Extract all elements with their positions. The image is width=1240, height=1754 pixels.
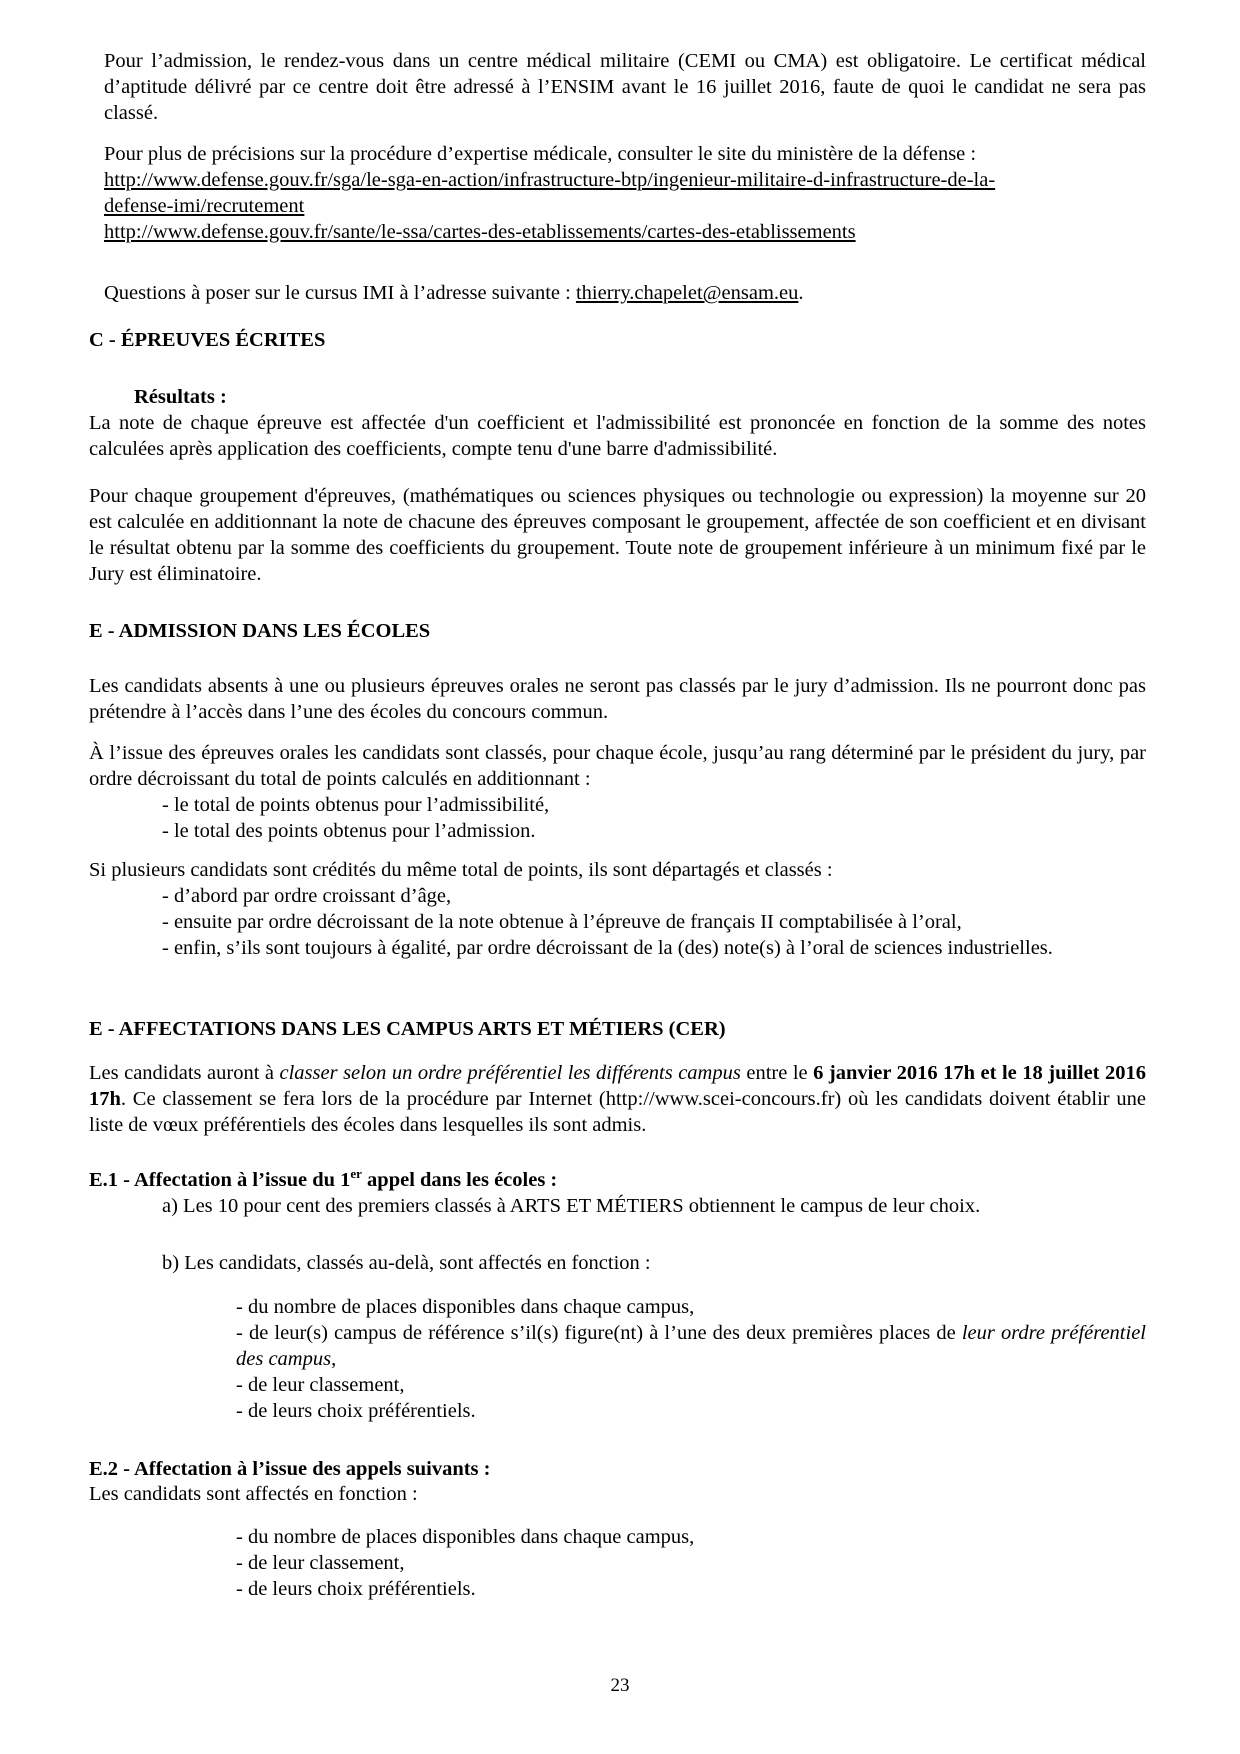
e1-item-a: a) Les 10 pour cent des premiers classés à ARTS ET MÉTIERS obtiennent le campus de leur choix. bbox=[162, 1195, 981, 1217]
e2-list bbox=[236, 1524, 1146, 1602]
affectations-text-c: . Ce classement se fera lors de la procédure par Internet (http://www.scei-concours.fr) où les candidats doivent établir une liste de vœux préférentiels des écoles dans lesquelles ils sont admis. bbox=[89, 1088, 1146, 1136]
list-item bbox=[236, 1320, 1146, 1372]
section-c-paragraph-2: Pour chaque groupement d'épreuves, (mathématiques ou sciences physiques ou technologie ou expression) la moyenne sur 20 est calculée en additionnant la note de chacune des épreuves composant le groupement, affectée de son coefficient et en divisant le résultat obtenu par la somme des coefficients du groupement. Toute note de groupement inférieure à un minimum fixé par le Jury est éliminatoire. bbox=[89, 485, 1146, 585]
affectations-paragraph bbox=[89, 1060, 1146, 1138]
intro-links-text: Pour plus de précisions sur la procédure d’expertise médicale, consulter le site du ministère de la défense : bbox=[104, 143, 977, 165]
e1-title-sup: er bbox=[350, 1166, 362, 1182]
e1-title-text-end: appel dans les écoles : bbox=[361, 1169, 558, 1191]
list-item: - d’abord par ordre croissant d’âge, bbox=[162, 885, 452, 907]
affectations-text-em: classer selon un ordre préférentiel les différents campus bbox=[279, 1062, 741, 1084]
list-item: - le total des points obtenus pour l’admission. bbox=[162, 820, 536, 842]
admission-paragraph-3: Si plusieurs candidats sont crédités du même total de points, ils sont départagés et classés : bbox=[89, 859, 833, 881]
list-item: - de leurs choix préférentiels. bbox=[236, 1400, 476, 1422]
list-item: - le total de points obtenus pour l’admissibilité, bbox=[162, 794, 550, 816]
admission-list-2 bbox=[162, 883, 1146, 961]
list-item: - ensuite par ordre décroissant de la note obtenue à l’épreuve de français II comptabilisée à l’oral, bbox=[162, 911, 962, 933]
defense-link-1-continued[interactable]: defense-imi/recrutement bbox=[104, 195, 305, 217]
section-c-title: C - ÉPREUVES ÉCRITES bbox=[89, 329, 326, 351]
questions-period: . bbox=[798, 282, 804, 304]
e1-sublist bbox=[236, 1294, 1146, 1424]
sub2-text: - de leur(s) campus de référence s’il(s) figure(nt) à l’une des deux premières places de bbox=[236, 1322, 962, 1344]
questions-line bbox=[104, 280, 1146, 306]
list-item: - de leur classement, bbox=[236, 1374, 405, 1396]
e1-title-text: E.1 - Affectation à l’issue du 1 bbox=[89, 1169, 351, 1191]
sub2-comma: , bbox=[331, 1348, 337, 1370]
page-number: 23 bbox=[610, 1675, 630, 1696]
section-e2-title: E.2 - Affectation à l’issue des appels suivants : bbox=[89, 1458, 491, 1480]
section-admission-title: E - ADMISSION DANS LES ÉCOLES bbox=[89, 620, 431, 642]
admission-list-1 bbox=[162, 792, 1146, 844]
sub2-em: leur ordre préférentiel des campus bbox=[236, 1322, 1146, 1370]
email-link[interactable]: thierry.chapelet@ensam.eu bbox=[575, 282, 799, 304]
intro-paragraph-medical: Pour l’admission, le rendez-vous dans un centre médical militaire (CEMI ou CMA) est obligatoire. Le certificat médical d’aptitude délivré par ce centre doit être adressé à l’ENSIM avant le 16 juillet 2016, faute de quoi le candidat ne sera pas classé. bbox=[104, 50, 1146, 124]
section-c-subtitle: Résultats : bbox=[134, 386, 227, 408]
section-c-paragraph-1: La note de chaque épreuve est affectée d'un coefficient et l'admissibilité est prononcée en fonction de la somme des notes calculées après application des coefficients, compte tenu d'une barre d'admissibilité. bbox=[89, 412, 1146, 460]
section-e1-title bbox=[89, 1167, 1146, 1193]
list-item: - de leur classement, bbox=[236, 1552, 405, 1574]
e2-paragraph: Les candidats sont affectés en fonction : bbox=[89, 1483, 418, 1505]
defense-link-1[interactable]: http://www.defense.gouv.fr/sga/le-sga-en-action/infrastructure-btp/ingenieur-militaire-d-infrastructure-de-la- bbox=[104, 169, 996, 191]
affectations-text-a: Les candidats auront à bbox=[89, 1062, 280, 1084]
defense-link-2[interactable]: http://www.defense.gouv.fr/sante/le-ssa/cartes-des-etablissements/cartes-des-etablissements bbox=[104, 221, 856, 243]
list-item: - de leurs choix préférentiels. bbox=[236, 1578, 476, 1600]
intro-paragraph-links bbox=[104, 141, 1146, 245]
affectations-text-b: entre le bbox=[740, 1062, 814, 1084]
section-affectations-title: E - AFFECTATIONS DANS LES CAMPUS ARTS ET MÉTIERS (CER) bbox=[89, 1018, 726, 1040]
questions-text: Questions à poser sur le cursus IMI à l’adresse suivante : bbox=[104, 282, 576, 304]
list-item: - enfin, s’ils sont toujours à égalité, par ordre décroissant de la (des) note(s) à l’oral de sciences industrielles. bbox=[162, 937, 1053, 959]
affectations-dates: 6 janvier 2016 17h et le 18 juillet 2016 17h bbox=[89, 1062, 1146, 1110]
list-item: - du nombre de places disponibles dans chaque campus, bbox=[236, 1526, 695, 1548]
admission-paragraph-1: Les candidats absents à une ou plusieurs épreuves orales ne seront pas classés par le jury d’admission. Ils ne pourront donc pas prétendre à l’accès dans l’une des écoles du concours commun. bbox=[89, 675, 1146, 723]
e1-item-b: b) Les candidats, classés au-delà, sont affectés en fonction : bbox=[162, 1252, 651, 1274]
admission-paragraph-2: À l’issue des épreuves orales les candidats sont classés, pour chaque école, jusqu’au rang déterminé par le président du jury, par ordre décroissant du total de points calculés en additionnant : bbox=[89, 742, 1146, 790]
list-item: - du nombre de places disponibles dans chaque campus, bbox=[236, 1296, 695, 1318]
